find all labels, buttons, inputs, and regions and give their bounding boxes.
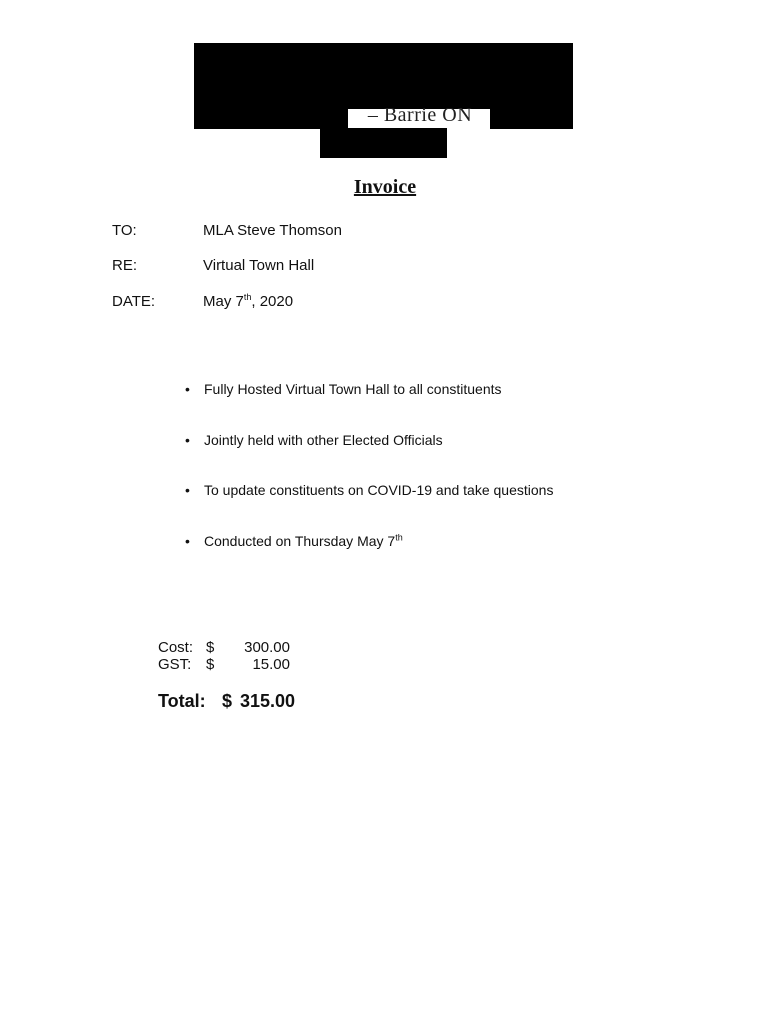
gst-amount: 15.00 — [252, 656, 290, 673]
date-value — [203, 293, 293, 310]
bullet-ordinal-suffix: th — [395, 531, 403, 542]
service-bullet-list — [185, 380, 553, 582]
to-label: TO: — [112, 222, 137, 239]
list-item — [185, 431, 553, 482]
redacted-address-right — [490, 107, 573, 129]
bullet-text: Fully Hosted Virtual Town Hall to all constituents — [204, 381, 502, 397]
bullet-icon: • — [185, 532, 190, 549]
total-label: Total: — [158, 691, 206, 711]
date-year: , 2020 — [251, 293, 294, 310]
bullet-icon: • — [185, 431, 190, 448]
date-label: DATE: — [112, 293, 156, 310]
bullet-text: To update constituents on COVID-19 and take questions — [204, 482, 554, 498]
cost-row — [158, 639, 358, 656]
bullet-text: Jointly held with other Elected Officials — [204, 431, 443, 448]
to-value: MLA Steve Thomson — [203, 222, 342, 239]
cost-summary — [158, 639, 358, 673]
date-ordinal-suffix: th — [243, 292, 252, 302]
redacted-address-left — [194, 107, 348, 129]
gst-currency: $ — [206, 656, 215, 673]
total-currency: $ — [222, 691, 233, 711]
letterhead-location: – Barrie ON — [367, 104, 473, 126]
bullet-icon: • — [185, 482, 190, 498]
bullet-text: Conducted on Thursday May 7 — [204, 532, 396, 549]
gst-label: GST: — [158, 656, 192, 673]
total-amount: 315.00 — [240, 691, 296, 711]
re-value: Virtual Town Hall — [203, 257, 315, 274]
gst-row — [158, 656, 358, 673]
list-item — [185, 532, 553, 583]
cost-label: Cost: — [158, 639, 194, 656]
bullet-icon: • — [185, 381, 190, 397]
list-item — [185, 380, 553, 431]
redacted-postal-code — [320, 128, 447, 158]
cost-currency: $ — [206, 639, 215, 656]
invoice-title: Invoice — [353, 176, 417, 198]
cost-amount: 300.00 — [244, 639, 290, 656]
redacted-letterhead-block — [194, 43, 573, 109]
date-month-day: May 7 — [203, 293, 244, 310]
list-item — [185, 481, 553, 532]
re-label: RE: — [112, 257, 138, 274]
